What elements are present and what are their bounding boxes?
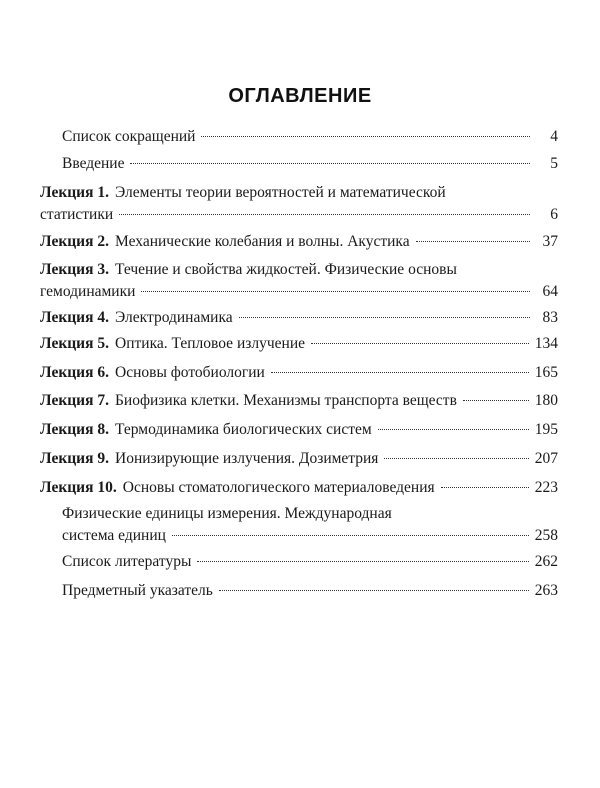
toc-entry[interactable]: [40, 259, 558, 303]
toc-entry-line: [62, 580, 558, 602]
page-number: 263: [534, 582, 558, 599]
toc-entry-line: [62, 525, 558, 547]
page-number: 165: [534, 364, 558, 381]
toc-entry-title: Электродинамика: [115, 309, 233, 326]
lecture-label: Лекция 7.: [40, 392, 110, 409]
toc-entry-title: Основы стоматологического материаловедения: [122, 479, 435, 496]
page-number: 64: [542, 283, 558, 300]
page-number: 134: [534, 335, 558, 352]
toc-entry-line: [40, 419, 558, 441]
toc-entry-line: [40, 204, 558, 226]
dot-leader: [119, 213, 530, 215]
toc-entry[interactable]: [62, 126, 558, 148]
toc-entry-title: Элементы теории вероятностей и математической: [115, 184, 446, 201]
lecture-label: Лекция 6.: [40, 364, 110, 381]
toc-entry-title: Предметный указатель: [62, 582, 213, 599]
lecture-label: Лекция 5.: [40, 335, 110, 352]
page-number: 83: [542, 309, 558, 326]
page-number: 4: [550, 128, 558, 145]
dot-leader: [219, 589, 529, 591]
lecture-label: Лекция 3.: [40, 261, 110, 278]
toc-entry[interactable]: [62, 580, 558, 602]
toc-entry-title: Термодинамика биологических систем: [115, 421, 372, 438]
page-number: 6: [550, 206, 558, 223]
dot-leader: [239, 316, 530, 318]
page-number: 180: [534, 392, 558, 409]
toc-entry[interactable]: [40, 333, 558, 355]
toc-entry-line: [40, 231, 558, 253]
page-number: 5: [550, 155, 558, 172]
toc-entry-line: [40, 390, 558, 412]
toc-entry-line: [40, 333, 558, 355]
toc-entry-line: [62, 503, 558, 525]
page-number: 262: [534, 553, 558, 570]
toc-entry-line: [40, 362, 558, 384]
dot-leader: [141, 290, 530, 292]
toc-entry[interactable]: [40, 307, 558, 329]
lecture-label: Лекция 10.: [40, 479, 117, 496]
toc-entry-title: статистики: [40, 206, 114, 223]
toc-entry-line: [40, 259, 558, 281]
dot-leader: [463, 399, 529, 401]
toc-entry-title: Список литературы: [62, 553, 192, 570]
toc-entry-title: Ионизирующие излучения. Дозиметрия: [115, 450, 379, 467]
toc-entry[interactable]: [40, 419, 558, 441]
page-number: 258: [534, 527, 558, 544]
toc-entry-title: Оптика. Тепловое излучение: [115, 335, 305, 352]
toc-entry-line: [40, 477, 558, 499]
toc-entry-line: [40, 182, 558, 204]
dot-leader: [378, 428, 529, 430]
lecture-label: Лекция 1.: [40, 184, 110, 201]
toc-entry-title: система единиц: [62, 527, 166, 544]
toc-entry[interactable]: [62, 551, 558, 573]
toc-entry-title: Биофизика клетки. Механизмы транспорта веществ: [115, 392, 457, 409]
dot-leader: [130, 162, 530, 164]
toc-entry[interactable]: [40, 448, 558, 470]
toc-entry-line: [40, 448, 558, 470]
page-number: 37: [542, 233, 558, 250]
page-number: 223: [534, 479, 558, 496]
toc-entry-title: гемодинамики: [40, 283, 136, 300]
toc-entry[interactable]: [40, 390, 558, 412]
toc-entry-title: Основы фотобиологии: [115, 364, 265, 381]
dot-leader: [172, 534, 529, 536]
toc-entry-line: [62, 551, 558, 573]
toc-entry[interactable]: [40, 362, 558, 384]
lecture-label: Лекция 8.: [40, 421, 110, 438]
toc-entry-title: Физические единицы измерения. Международная: [62, 505, 392, 522]
dot-leader: [201, 135, 530, 137]
dot-leader: [416, 240, 530, 242]
page-number: 195: [534, 421, 558, 438]
dot-leader: [271, 371, 529, 373]
toc-entry[interactable]: [40, 231, 558, 253]
toc-entry-title: Механические колебания и волны. Акустика: [115, 233, 410, 250]
dot-leader: [441, 486, 529, 488]
toc-entry-line: [62, 153, 558, 175]
dot-leader: [197, 560, 528, 562]
page-title: ОГЛАВЛЕНИЕ: [228, 85, 372, 107]
toc-entry[interactable]: [62, 503, 558, 547]
toc-entry[interactable]: [62, 153, 558, 175]
dot-leader: [384, 457, 528, 459]
toc-entry-line: [40, 307, 558, 329]
toc-entry-title: Течение и свойства жидкостей. Физические основы: [115, 261, 457, 278]
lecture-label: Лекция 9.: [40, 450, 110, 467]
page-number: 207: [534, 450, 558, 467]
dot-leader: [311, 342, 529, 344]
toc-entry-title: Список сокращений: [62, 128, 196, 145]
toc-entry[interactable]: [40, 182, 558, 226]
toc-entry-title: Введение: [62, 155, 125, 172]
toc-entry[interactable]: [40, 477, 558, 499]
lecture-label: Лекция 4.: [40, 309, 110, 326]
toc-entry-line: [40, 281, 558, 303]
lecture-label: Лекция 2.: [40, 233, 110, 250]
toc-entry-line: [62, 126, 558, 148]
